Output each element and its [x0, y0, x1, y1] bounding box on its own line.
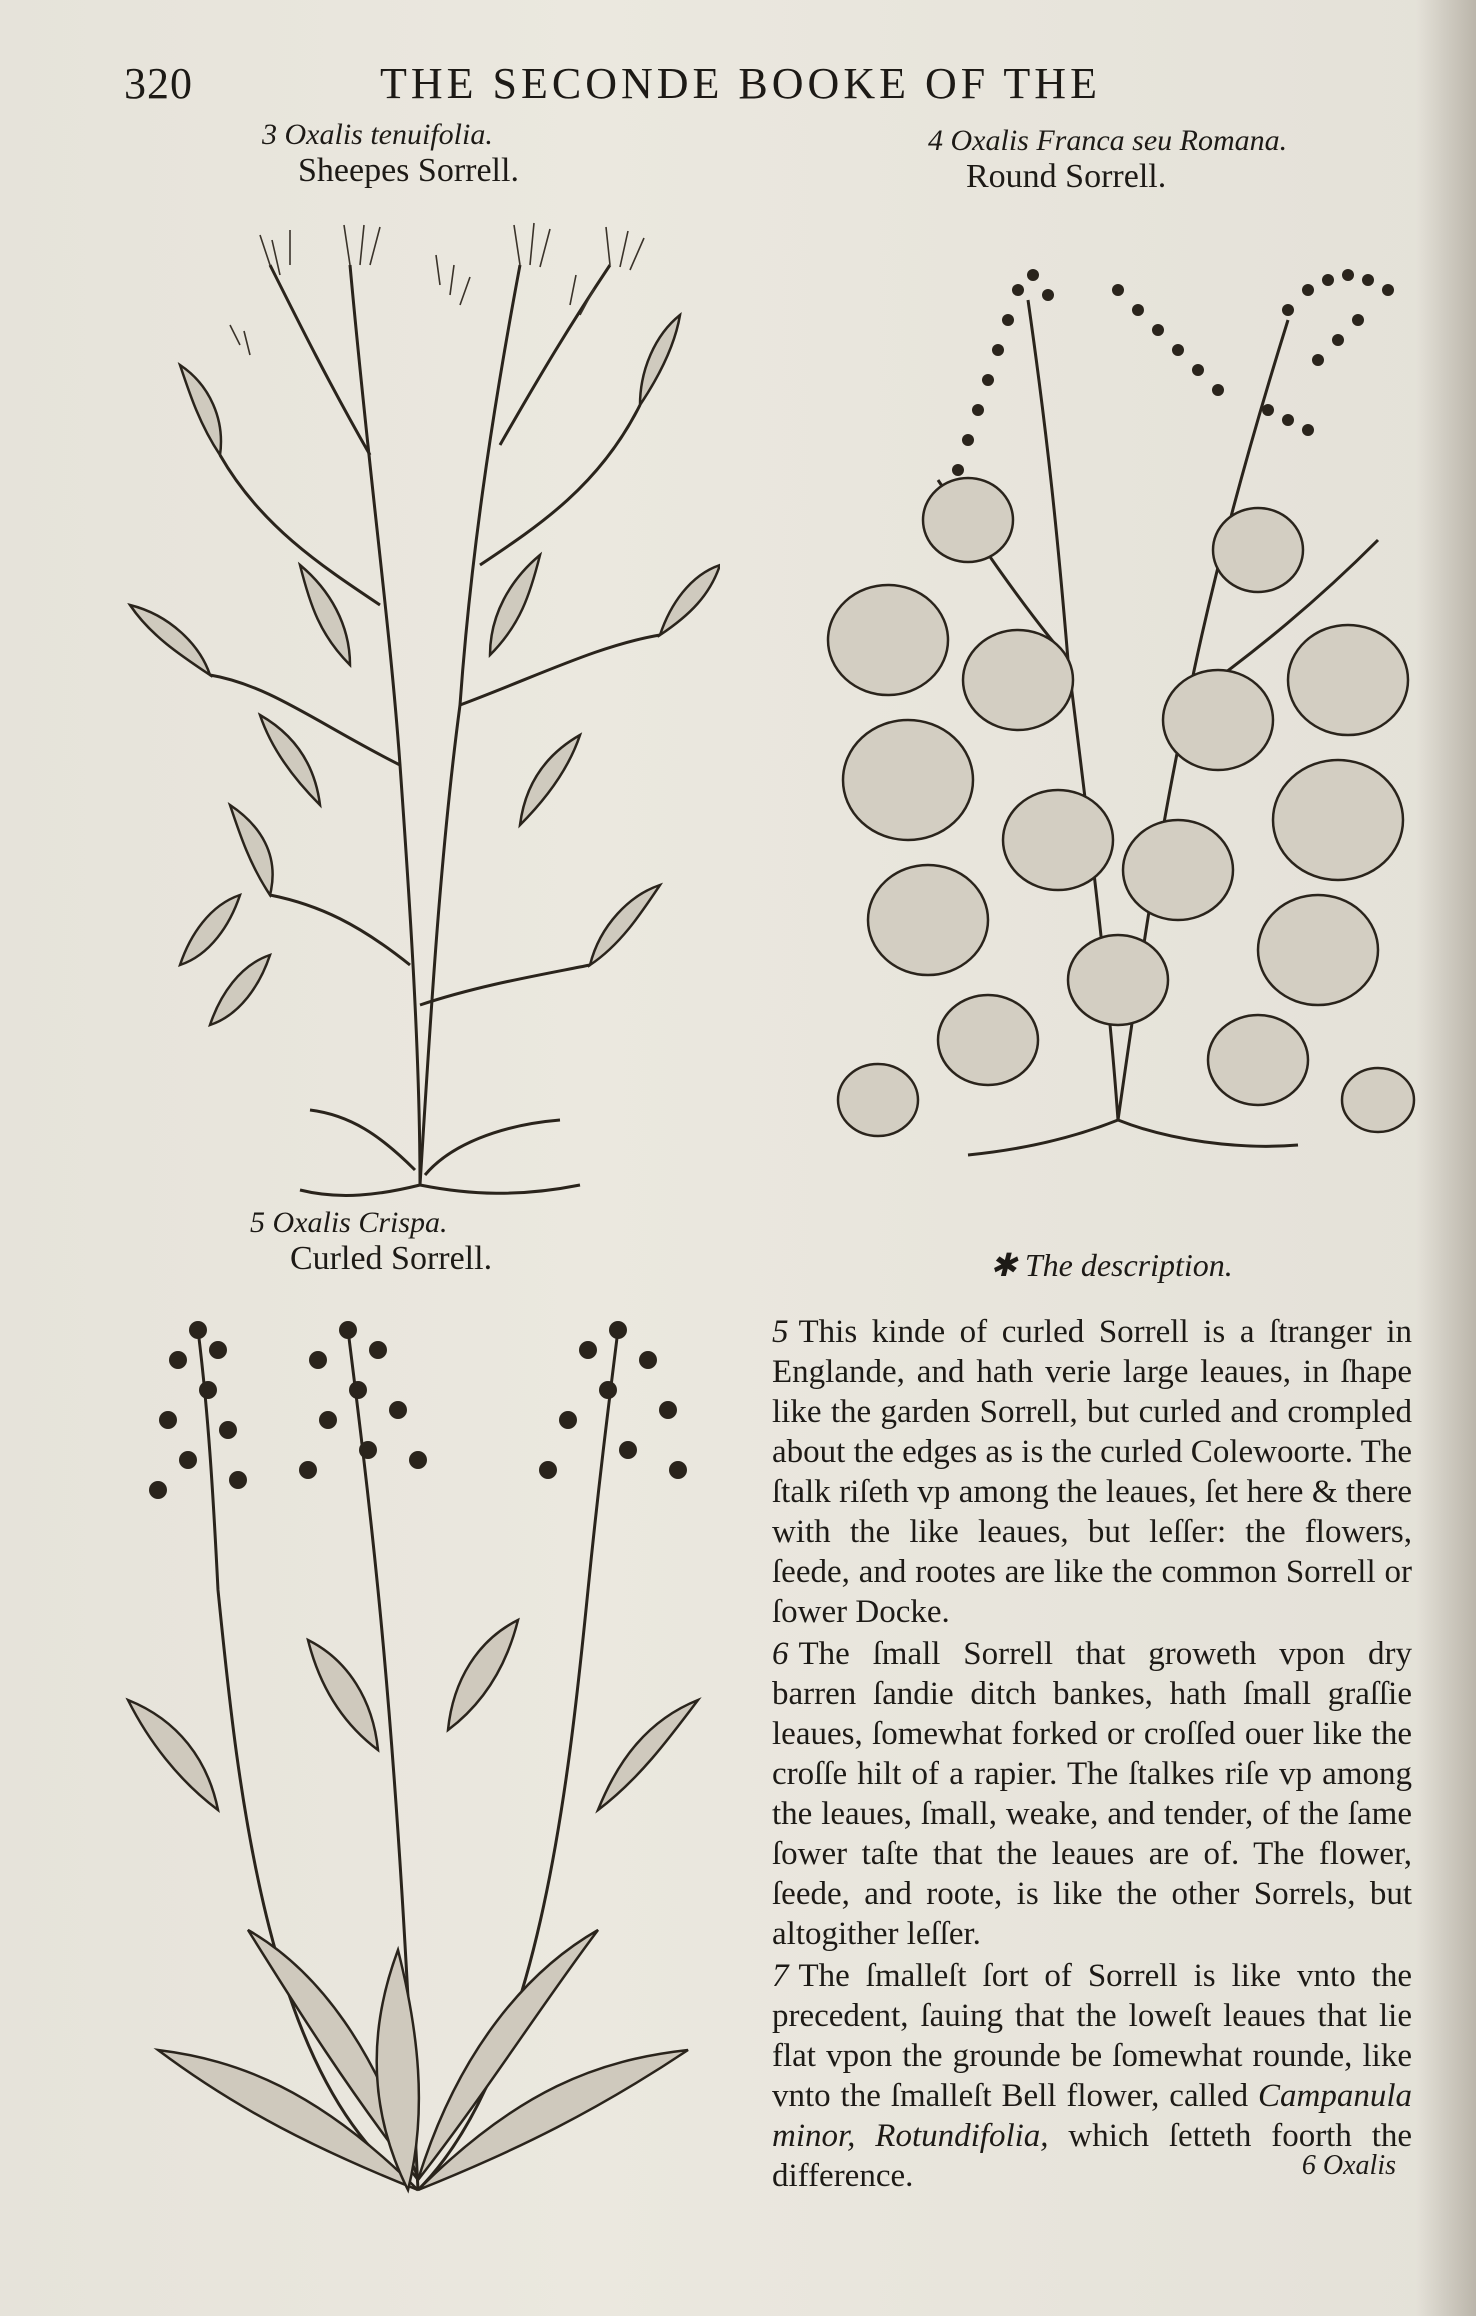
- figure-3-latin-caption: [262, 118, 493, 152]
- figure-3-number: 3: [262, 118, 277, 151]
- page-number: 320: [124, 59, 193, 108]
- paragraph-6-number: 6: [772, 1636, 789, 1672]
- paragraph-5-text: This kinde of curled Sorrell is a ſtranger in Englande, and hath verie large leaues, in ſhape like the garden Sorrell, but curled and crompled about the edges as is the curled Colewoorte. The ſtalk riſeth vp among the leaues, ſet here & there with the like leaues, but leſſer: the flowers, ſeede, and rootes are like the common Sorrell or ſower Docke.: [772, 1314, 1412, 1630]
- paragraph-5-number: 5: [772, 1314, 789, 1350]
- woodcut-curled-sorrell: [118, 1290, 718, 2240]
- figure-5-number: 5: [250, 1206, 265, 1239]
- figure-4-latin-caption: [928, 124, 1287, 158]
- description-title: The description.: [1024, 1247, 1233, 1283]
- asterisk-marker-icon: ✱: [990, 1247, 1017, 1283]
- description-body: [772, 1312, 1412, 2198]
- page-gutter-shadow: [1416, 0, 1476, 2316]
- figure-5-latin-caption: [250, 1206, 448, 1240]
- woodcut-round-sorrell: [818, 220, 1418, 1180]
- figure-5-latin-name: Oxalis Crispa.: [272, 1206, 448, 1239]
- running-head: THE SECONDE BOOKE OF THE: [380, 59, 1101, 108]
- figure-4-english-name: Round Sorrell.: [966, 158, 1167, 195]
- figure-3-english-name: Sheepes Sorrell.: [298, 152, 519, 189]
- paragraph-7-text-after: which ſetteth foorth the difference.: [772, 2118, 1413, 2194]
- paragraph-5: [772, 1312, 1412, 1632]
- figure-4-number: 4: [928, 124, 943, 157]
- paragraph-6-text: The ſmall Sorrell that groweth vpon dry barren ſandie ditch bankes, hath ſmall graſſie leaues, ſomewhat forked or croſſed ouer like the croſſe hilt of a rapier. The ſtalkes riſe vp among the leaues, ſmall, weake, and tender, of the ſame ſower taſte that the leaues are of. The flower, ſeede, and roote, is like the other Sorrels, but altogither leſſer.: [772, 1636, 1412, 1952]
- paragraph-7-italic-name: Campanula minor, Rotundifolia,: [772, 2078, 1412, 2154]
- catchword: 6 Oxalis: [1301, 2150, 1396, 2181]
- paragraph-7-text-before: The ſmalleſt ſort of Sorrell is like vnto the precedent, ſauing that the loweſt leaues that lie flat vpon the grounde be ſomewhat rounde, like vnto the ſmalleſt Bell flower, called: [772, 1958, 1412, 2114]
- figure-3-latin-name: Oxalis tenuifolia.: [284, 118, 493, 151]
- description-heading: [990, 1246, 1233, 1284]
- figure-4-latin-name: Oxalis Franca seu Romana.: [950, 124, 1288, 157]
- paragraph-7-number: 7: [772, 1958, 789, 1994]
- figure-5-english-name: Curled Sorrell.: [290, 1240, 493, 1277]
- woodcut-sheepes-sorrell: [120, 205, 720, 1205]
- paragraph-6: [772, 1634, 1412, 1954]
